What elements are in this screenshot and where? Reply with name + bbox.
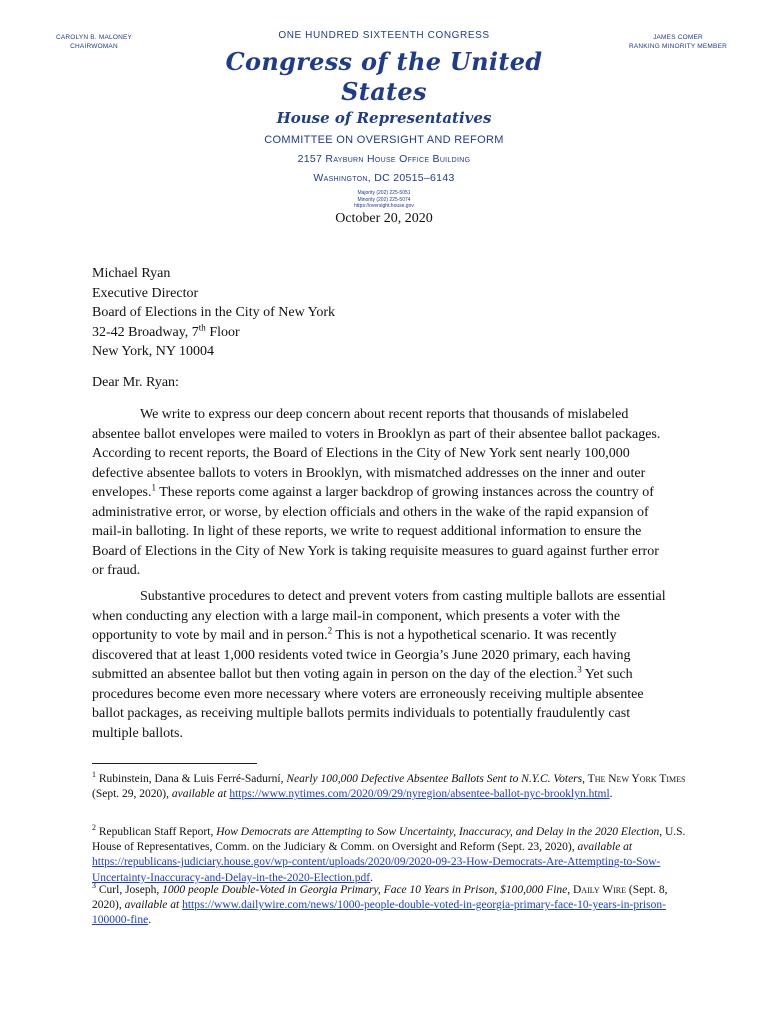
recipient-org: Board of Elections in the City of New York xyxy=(92,305,336,321)
footnote-ref-1[interactable]: 1 xyxy=(151,482,156,493)
letter-date: October 20, 2020 xyxy=(335,211,433,226)
chair-title: CHAIRWOMAN xyxy=(70,42,118,50)
recipient-title: Executive Director xyxy=(92,285,199,301)
chair-block xyxy=(14,34,174,51)
office-address: 2157 Rayburn House Office Building xyxy=(297,153,471,165)
house-title: House of Representatives xyxy=(276,109,492,127)
congress-title: Congress of the United States xyxy=(225,47,543,106)
ranking-name: JAMES COMER xyxy=(653,34,703,41)
paragraph-2: Substantive procedures to detect and prevent voters from casting multiple ballots are essential when conducting any election with a large mail-in component, which presents a voter with the opportunity to vote by mail and in person.$^2$ This is not a hypothetical scenario. It was recently discovered that at least 1,000 residents voted twice in Georgia’s June 2020 primary, each having submitted an absentee ballot but then voting again in person on the day of the election.$^3$ Yet such procedures become even more necessary where voters are erroneously receiving multiple absentee ballot packages, as receiving multiple ballots permits individuals to potentially fraudulently cast multiple ballots. xyxy=(92,589,666,741)
phone-majority: Majority (202) 225-5051 xyxy=(357,190,411,196)
footnote-3-link[interactable]: https://www.dailywire.com/news/1000-people-double-voted-in-georgia-primary-face-10-years-in-prison-100000-fine xyxy=(92,899,666,927)
phone-block xyxy=(184,190,584,210)
footnote-ref-3[interactable]: 3 xyxy=(577,664,582,675)
footnote-1-link[interactable]: https://www.nytimes.com/2020/09/29/nyregion/absentee-ballot-nyc-brooklyn.html xyxy=(229,788,610,801)
recipient-city: New York, NY 10004 xyxy=(92,344,214,360)
footnote-ref-2[interactable]: 2 xyxy=(327,625,333,636)
ranking-title: RANKING MINORITY MEMBER xyxy=(628,42,727,50)
chair-name: CAROLYN B. MALONEY xyxy=(55,34,133,41)
website: https://oversight.house.gov xyxy=(354,203,414,209)
footnote-1: $^1$ Rubinstein, Dana & Luis Ferré-Sadurní, Nearly 100,000 Defective Absentee Ballots Sent to N.Y.C. Voters, The New York Times (Sept. 29, 2020), available at https://www.nytimes.com/2020/09/29/nyregion/absentee-ballot-nyc-brooklyn.html. xyxy=(92,770,686,801)
recipient-street: 32-42 Broadway, 7th Floor xyxy=(92,322,240,340)
recipient-name: Michael Ryan xyxy=(92,266,171,281)
congress-number: ONE HUNDRED SIXTEENTH CONGRESS xyxy=(278,30,490,41)
phone-minority: Minority (202) 225-5074 xyxy=(357,196,411,203)
footnote-2: $^2$ Republican Staff Report, How Democrats are Attempting to Sow Uncertainty, Inaccuracy, and Delay in the 2020 Election, U.S. House of Representatives, Comm. on the Judiciary & Comm. on Oversight and Reform (Sept. 23, 2020), available at https://republicans-judiciary.house.gov/wp-content/uploads/2020/09/2020-09-23-How-Democrats-Are-Attempting-to-Sow-Uncertainty-Inaccuracy-and-Delay-in-the-2020-Election.pdf. xyxy=(92,823,686,884)
footnote-divider xyxy=(92,763,257,764)
recipient-address xyxy=(92,264,335,362)
ranking-member-block xyxy=(598,34,758,51)
letterhead xyxy=(184,30,584,210)
salutation: Dear Mr. Ryan: xyxy=(92,375,179,390)
office-city: Washington, DC 20515–6143 xyxy=(313,172,455,184)
paragraph-1: We write to express our deep concern about recent reports that thousands of mislabeled absentee ballot envelopes were mailed to voters in Brooklyn as part of their absentee ballot packages. According to recent reports, the Board of Elections in the City of New York sent nearly 100,000 defective absentee ballots to voters in Brooklyn, with mismatched addresses on the inner and outer envelopes.$^1$ These reports come against a larger backdrop of growing instances across the country of administrative error, or worse, by election officials and others in the wake of the rapid expansion of mail-in balloting. In light of these reports, we write to request additional information to ensure the Board of Elections in the City of New York is taking requisite measures to guard against further error or fraud. xyxy=(92,407,661,578)
committee-name: COMMITTEE ON OVERSIGHT AND REFORM xyxy=(264,134,504,146)
footnote-2-link[interactable]: https://republicans-judiciary.house.gov/wp-content/uploads/2020/09/2020-09-23-How-Democrats-Are-Attempting-to-Sow-Uncertainty-Inaccuracy-and-Delay-in-the-2020-Election.pdf xyxy=(92,856,661,884)
footnote-3: $^3$ Curl, Joseph, 1000 people Double-Voted in Georgia Primary, Face 10 Years in Prison, $100,000 Fine, Daily Wire (Sept. 8, 2020), available at https://www.dailywire.com/news/1000-people-double-voted-in-georgia-primary-face-10-years-in-prison-100000-fine. xyxy=(92,881,668,927)
